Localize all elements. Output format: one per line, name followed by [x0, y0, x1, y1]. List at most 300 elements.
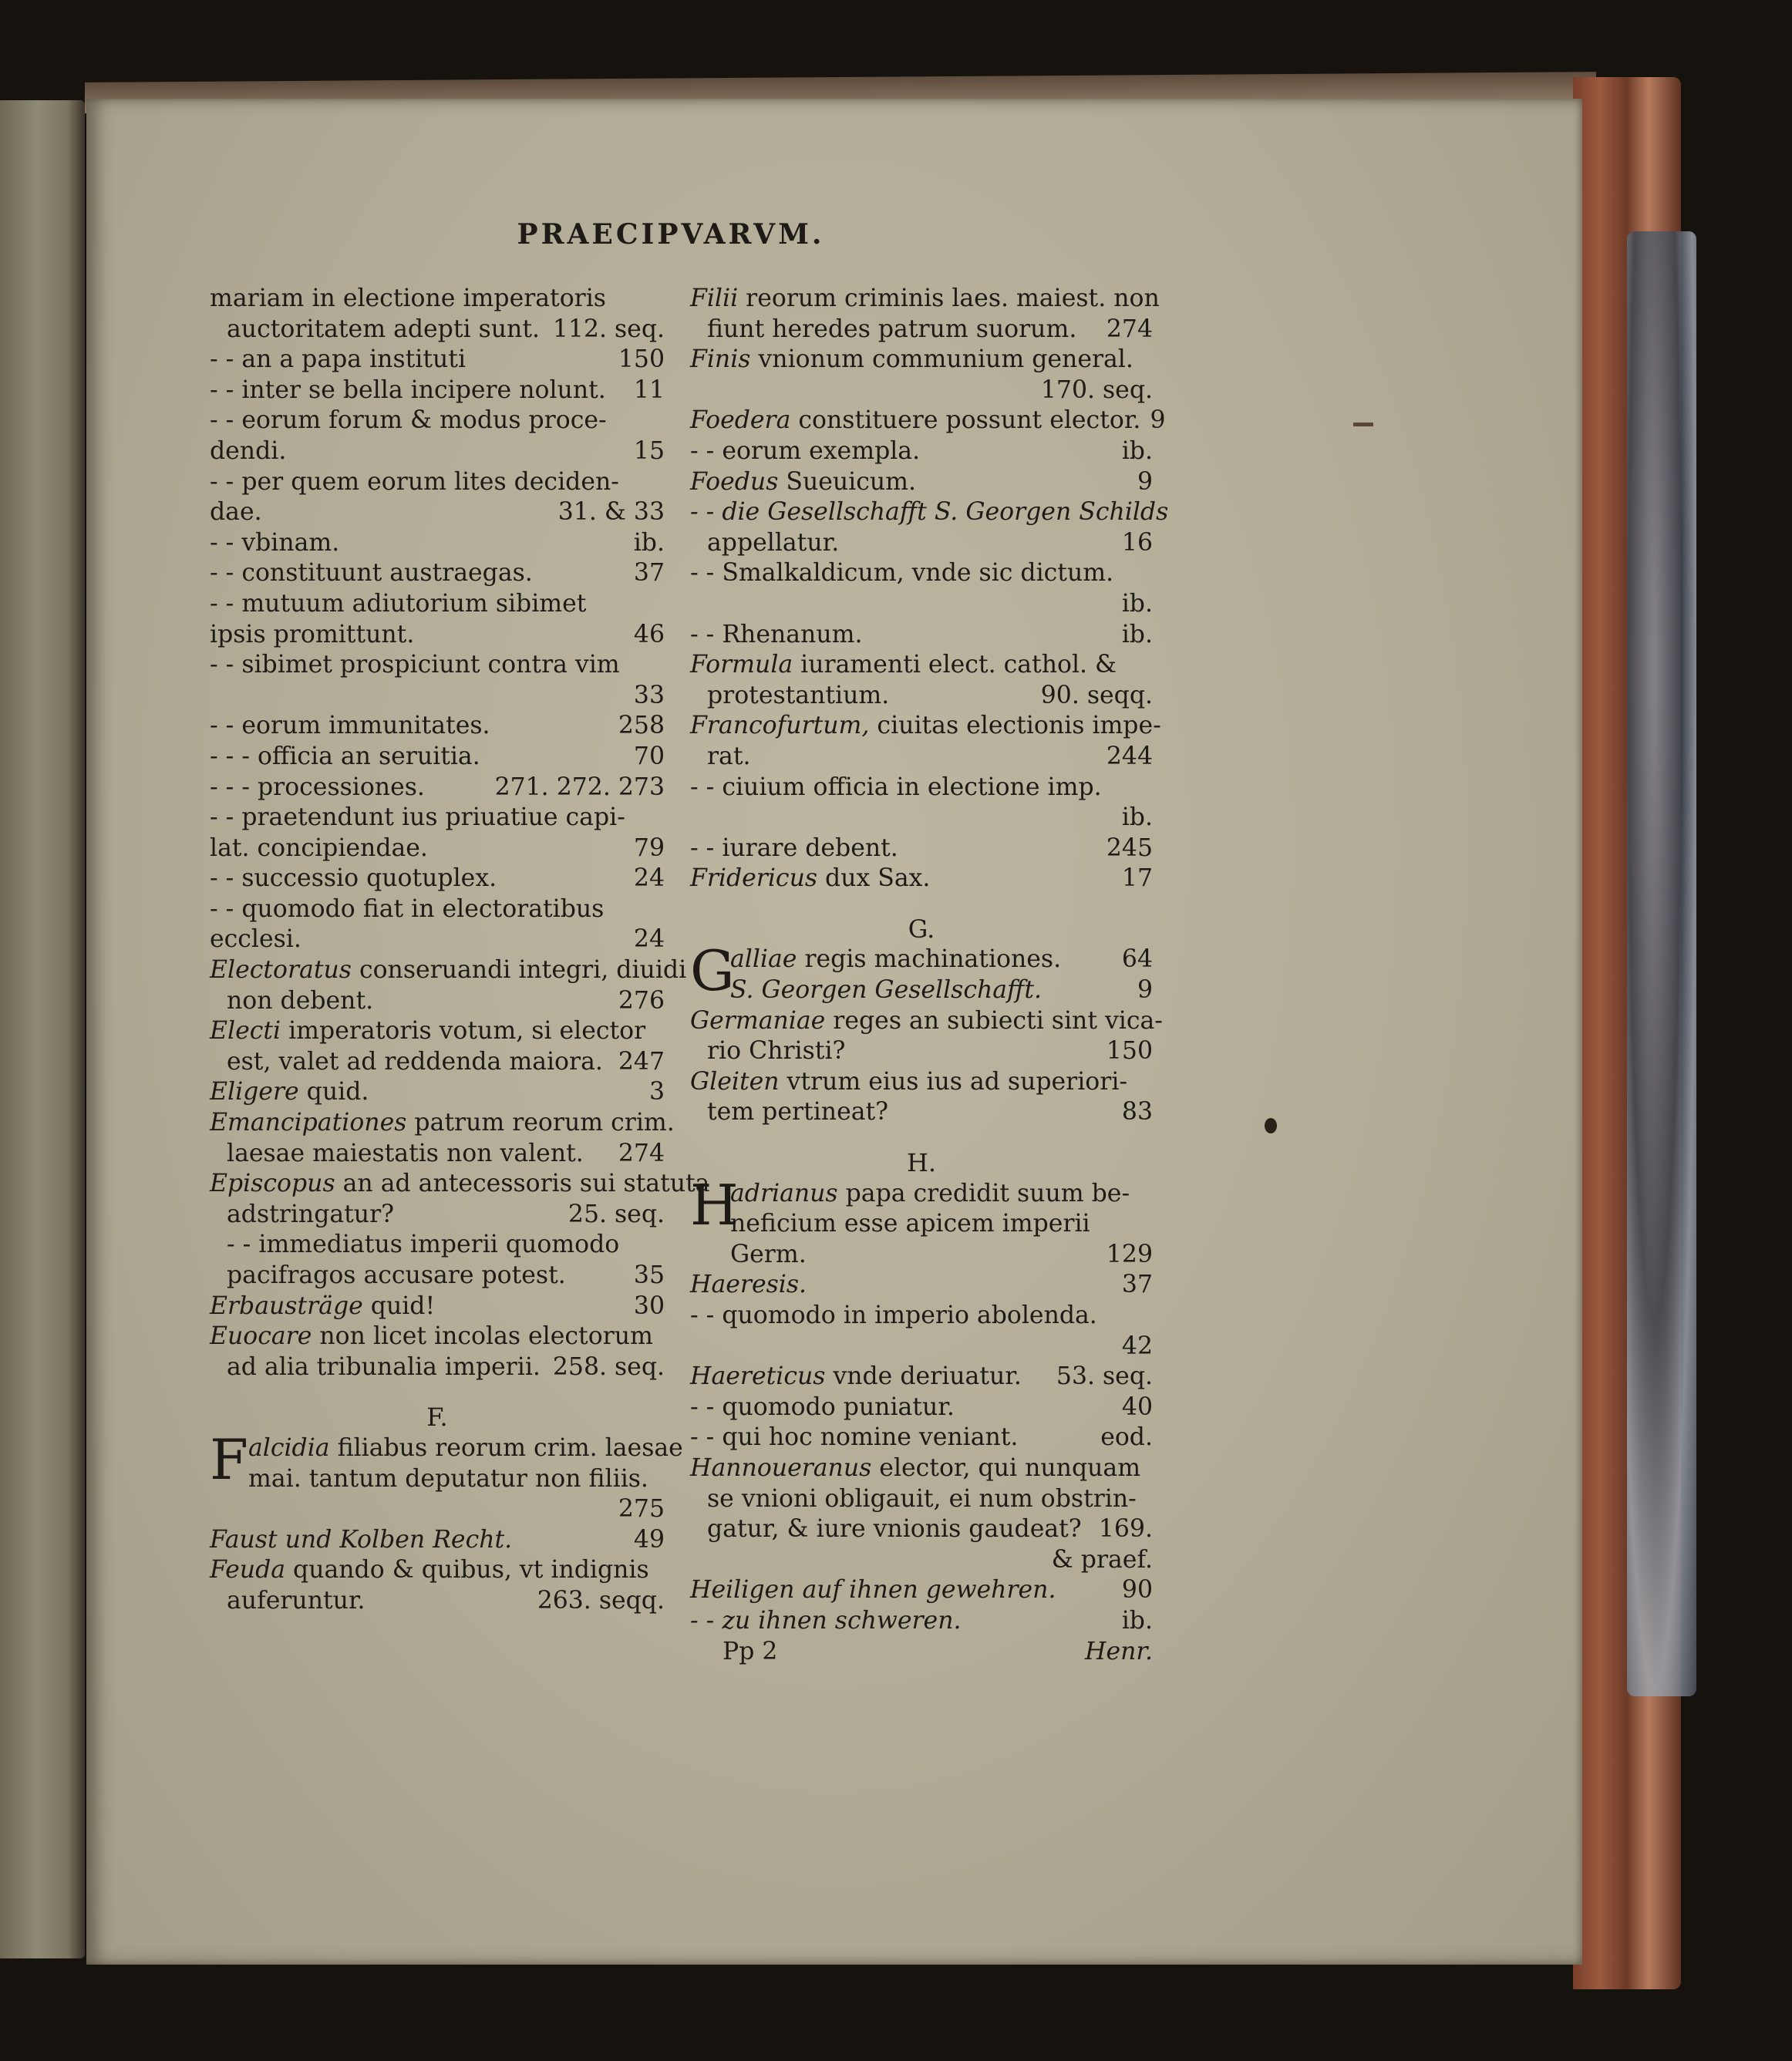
- index-headword: Haereticus: [690, 1362, 826, 1391]
- index-line-text: quid.: [298, 1078, 369, 1106]
- index-headword: alcidia: [248, 1433, 330, 1462]
- index-text: [227, 315, 540, 345]
- index-line-text: dendi.: [210, 436, 287, 465]
- index-text: [227, 1200, 394, 1231]
- index-text: [730, 1240, 807, 1271]
- index-line-text: papa credidit suum be-: [837, 1179, 1130, 1207]
- index-line-text: - - constituunt austraegas.: [210, 559, 533, 588]
- section-gap: [690, 894, 1153, 914]
- index-text: [210, 650, 620, 681]
- page-reference: 276: [618, 986, 665, 1015]
- page-reference: 245: [1106, 833, 1153, 862]
- index-line-text: - - quomodo in imperio abolenda.: [690, 1302, 1097, 1329]
- index-line: [210, 1047, 665, 1078]
- section-letter: F.: [426, 1403, 448, 1433]
- page-reference: ib.: [1121, 436, 1153, 465]
- index-line: [690, 284, 1160, 315]
- index-text: [690, 620, 862, 651]
- page-reference: 42: [1121, 1332, 1153, 1360]
- index-text: [210, 284, 606, 315]
- page-reference: ib.: [633, 528, 665, 557]
- index-line: [210, 558, 665, 589]
- page-reference: eod.: [1100, 1423, 1153, 1452]
- index-line-text: vtrum eius ius ad superiori-: [779, 1067, 1128, 1096]
- index-line: [210, 589, 665, 620]
- index-column-left: [210, 284, 710, 1617]
- index-headword: Gleiten: [690, 1067, 780, 1096]
- index-text: [690, 284, 1160, 315]
- page-reference: ib.: [1121, 803, 1153, 832]
- index-line-text: - - qui hoc nomine veniant.: [690, 1423, 1019, 1452]
- index-line: [690, 620, 1153, 651]
- index-line: [690, 773, 1153, 803]
- page-reference: 11: [633, 375, 665, 404]
- index-line-text: rio Christi?: [707, 1037, 846, 1066]
- page-reference: 83: [1121, 1098, 1153, 1126]
- index-text: [210, 1555, 649, 1586]
- index-line: [210, 1230, 665, 1261]
- index-headword: Foedus: [690, 467, 779, 496]
- index-text: [227, 986, 373, 1017]
- page-reference: 17: [1121, 864, 1153, 893]
- page-reference: 53. seq.: [1056, 1362, 1153, 1391]
- index-line-text: constituere possunt elector.: [790, 406, 1141, 435]
- index-line: [690, 558, 1153, 589]
- index-line: [210, 1525, 665, 1556]
- drop-cap-entry: [690, 1172, 1153, 1271]
- index-text: [210, 833, 428, 864]
- index-line: [210, 1261, 665, 1291]
- index-text: [690, 650, 1117, 681]
- index-line: [690, 315, 1153, 345]
- drop-cap-body: [730, 1179, 1153, 1271]
- index-line-text: reges an subiecti sint vica-: [825, 1006, 1163, 1035]
- index-line-text: auctoritatem adepti sunt.: [227, 315, 540, 343]
- index-line: [210, 1108, 675, 1139]
- index-line: [690, 864, 1153, 894]
- page-reference: 37: [633, 559, 665, 588]
- index-line: [210, 1352, 665, 1383]
- index-line-text: - - - officia an seruitia.: [210, 742, 480, 770]
- page-reference: & praef.: [1051, 1545, 1153, 1574]
- page-reference: 258: [618, 712, 665, 740]
- index-text: [690, 1423, 1018, 1453]
- index-text: [210, 345, 466, 375]
- index-line: [210, 467, 665, 498]
- index-line-text: vnde deriuatur.: [825, 1362, 1022, 1391]
- index-line-text: gatur, & iure vnionis gaudeat?: [707, 1515, 1082, 1544]
- index-text: [690, 773, 1102, 803]
- index-line-text: - - immediatus imperii quomodo: [227, 1231, 620, 1259]
- index-text: [690, 1575, 1056, 1606]
- index-line-text: - - - processiones.: [210, 773, 425, 801]
- page-reference: 40: [1121, 1393, 1153, 1421]
- index-line: [210, 955, 687, 986]
- page-reference: 3: [648, 1078, 665, 1106]
- index-line-text: patrum reorum crim.: [406, 1109, 675, 1137]
- index-line-text: fiunt heredes patrum suorum.: [707, 315, 1077, 343]
- index-text: [210, 436, 286, 467]
- index-line: [690, 1545, 1153, 1576]
- index-line-text: vnionum communium general.: [750, 345, 1133, 374]
- index-text: [210, 864, 497, 894]
- index-line-text: - - die Gesellschafft S. Georgen Schilds: [690, 498, 1169, 527]
- section-letter: H.: [906, 1148, 937, 1178]
- index-text: [210, 1169, 709, 1200]
- index-headword: Episcopus: [210, 1170, 335, 1198]
- index-text: [210, 528, 339, 559]
- index-line-text: ipsis promittunt.: [210, 620, 415, 648]
- page-reference: 90: [1121, 1576, 1153, 1605]
- index-line-text: - - zu ihnen schweren.: [690, 1606, 962, 1635]
- index-text: [210, 773, 425, 803]
- page-reference: ib.: [1121, 1606, 1153, 1635]
- page-reference: 244: [1106, 742, 1153, 770]
- index-line: [690, 1514, 1153, 1545]
- index-line-text: rat.: [707, 742, 751, 770]
- index-line-text: - - per quem eorum lites deciden-: [210, 467, 619, 496]
- index-line: [210, 1291, 665, 1322]
- index-line-text: filiabus reorum crim. laesae: [329, 1433, 683, 1462]
- index-line: [690, 711, 1161, 742]
- index-headword: Francofurtum,: [690, 712, 870, 740]
- index-text: [248, 1464, 648, 1495]
- index-line: [730, 1240, 1153, 1271]
- index-text: [690, 558, 1113, 589]
- index-line-text: dux Sax.: [817, 864, 931, 893]
- index-headword: Foedera: [690, 406, 791, 435]
- index-line: [690, 528, 1153, 559]
- index-text: [210, 1525, 512, 1556]
- index-headword: Electi: [210, 1017, 281, 1046]
- index-headword: Hannoueranus: [690, 1453, 872, 1482]
- index-line-text: ad alia tribunalia imperii.: [227, 1352, 541, 1381]
- page-reference: 271. 272. 273: [494, 773, 665, 801]
- index-line: [210, 620, 665, 651]
- index-text: [227, 1261, 566, 1291]
- index-line-text: quid!: [362, 1291, 436, 1320]
- index-text: [210, 803, 625, 833]
- index-line: [210, 375, 665, 406]
- index-line-text: - - quomodo fiat in electoratibus: [210, 894, 605, 923]
- index-line-text: pacifragos accusare potest.: [227, 1261, 566, 1289]
- index-line: [690, 742, 1153, 773]
- index-line: [210, 650, 665, 681]
- index-line: [690, 345, 1153, 375]
- index-text: [210, 497, 262, 528]
- index-text: [730, 1179, 1130, 1210]
- index-line-text: conseruandi integri, diuidi: [351, 956, 687, 985]
- index-line-text: - - sibimet prospiciunt contra vim: [210, 651, 620, 679]
- index-text: [690, 1606, 962, 1637]
- index-line: [730, 945, 1153, 975]
- index-line: [690, 1067, 1153, 1098]
- index-line: [690, 1036, 1153, 1067]
- index-text: [690, 1006, 1163, 1037]
- index-text: [227, 1139, 584, 1170]
- index-text: [707, 681, 889, 712]
- index-text: [227, 1230, 619, 1261]
- page-reference: 24: [633, 864, 665, 893]
- index-line: [690, 1606, 1153, 1637]
- index-line: [690, 497, 1169, 528]
- index-line-text: mai. tantum deputatur non filiis.: [248, 1464, 648, 1493]
- page-reference: 49: [633, 1525, 665, 1554]
- page-reference: ib.: [1121, 589, 1153, 618]
- index-line-text: dae.: [210, 498, 262, 527]
- index-line: [690, 589, 1153, 620]
- index-text: [690, 1362, 1022, 1393]
- index-line: [690, 1270, 1153, 1301]
- index-line: [210, 345, 665, 375]
- index-line: [248, 1464, 692, 1495]
- index-text: [227, 1047, 603, 1078]
- catchword: Henr.: [1084, 1637, 1153, 1665]
- index-text: [690, 1453, 1140, 1484]
- index-text: [227, 1586, 365, 1617]
- index-line: [248, 1433, 692, 1464]
- page-reference: 258. seq.: [552, 1352, 665, 1381]
- index-text: [210, 1108, 675, 1139]
- index-line: [690, 1453, 1153, 1484]
- index-line: [690, 1006, 1163, 1037]
- index-line: [210, 1555, 665, 1586]
- index-line: [210, 681, 665, 712]
- index-line: [210, 742, 665, 773]
- page-reference: 247: [618, 1047, 665, 1076]
- index-line: [690, 1332, 1153, 1362]
- index-text: [210, 894, 604, 925]
- page-reference: 170. seq.: [1040, 375, 1153, 404]
- index-headword: Faust und Kolben Recht.: [210, 1525, 513, 1554]
- index-line: [210, 864, 665, 894]
- page-reference: 24: [633, 925, 665, 954]
- index-headword: Haeresis.: [690, 1271, 807, 1299]
- index-text: [707, 528, 839, 559]
- index-headword: Formula: [690, 651, 793, 679]
- index-text: [690, 711, 1161, 742]
- index-line-text: regis machinationes.: [797, 945, 1062, 974]
- index-line-text: - - eorum forum & modus proce-: [210, 406, 607, 435]
- index-line: [690, 1301, 1153, 1332]
- marbled-board: [1627, 231, 1696, 1696]
- index-text: [707, 1036, 845, 1067]
- index-headword: Feuda: [210, 1556, 286, 1584]
- index-line: [690, 1484, 1153, 1515]
- index-line: [690, 681, 1153, 712]
- index-headword: Finis: [690, 345, 751, 374]
- index-line: [690, 1393, 1153, 1423]
- facing-page-edge: [0, 100, 85, 1958]
- index-line-text: - - ciuium officia in electione imp.: [690, 773, 1102, 801]
- index-headword: Electoratus: [210, 956, 352, 985]
- index-line-text: tem pertineat?: [707, 1098, 889, 1126]
- ink-stain: [1265, 1118, 1277, 1133]
- index-line: [210, 284, 665, 315]
- drop-cap-entry: [690, 938, 1153, 1005]
- index-headword: Emancipationes: [210, 1109, 407, 1137]
- index-text: [210, 924, 301, 955]
- index-text: [227, 1352, 541, 1383]
- section-gap: [690, 1128, 1153, 1148]
- index-line: [690, 1575, 1153, 1606]
- index-text: [210, 467, 619, 498]
- page-reference: 31. & 33: [557, 498, 665, 527]
- page-reference: 150: [1106, 1037, 1153, 1066]
- index-line-text: - - inter se bella incipere nolunt.: [210, 375, 606, 404]
- index-text: [210, 1322, 653, 1352]
- page-reference: 274: [618, 1139, 665, 1167]
- index-headword: Heiligen auf ihnen gewehren.: [690, 1576, 1056, 1605]
- index-line: [210, 497, 665, 528]
- index-line-text: - - an a papa instituti: [210, 345, 467, 374]
- index-text: [248, 1433, 683, 1464]
- index-line: [210, 528, 665, 559]
- index-line-text: - - quomodo puniatur.: [690, 1393, 955, 1421]
- index-line-text: quando & quibus, vt indignis: [285, 1556, 649, 1584]
- page-reference: 274: [1106, 315, 1153, 343]
- index-line-text: se vnioni obligauit, ei num obstrin-: [707, 1484, 1137, 1513]
- index-text: [210, 589, 586, 620]
- page-reference: 70: [633, 742, 665, 770]
- index-text: [210, 1016, 645, 1047]
- index-line-text: non licet incolas electorum: [312, 1322, 653, 1351]
- index-text: [210, 1077, 369, 1108]
- page-footer: [690, 1637, 1153, 1668]
- drop-cap: H: [690, 1172, 739, 1238]
- index-line-text: - - successio quotuplex.: [210, 864, 497, 893]
- index-line: [690, 1362, 1153, 1393]
- index-line: [210, 924, 665, 955]
- page-reference: 90. seqq.: [1040, 681, 1153, 709]
- index-text: [707, 1097, 888, 1128]
- page-reference: 9: [1137, 467, 1153, 496]
- index-line: [210, 1586, 665, 1617]
- index-line-text: ecclesi.: [210, 925, 301, 954]
- index-line-text: ciuitas electionis impe-: [869, 712, 1161, 740]
- index-text: [210, 742, 480, 773]
- index-line: [210, 1139, 665, 1170]
- index-line-text: - - eorum exempla.: [690, 436, 921, 465]
- index-line-text: protestantium.: [707, 681, 890, 709]
- index-text: [210, 406, 607, 436]
- index-line-text: - - praetendunt ius priuatiue capi-: [210, 803, 625, 832]
- page-reference: 150: [618, 345, 665, 374]
- index-line-text: an ad antecessoris sui statuta: [335, 1170, 710, 1198]
- index-text: [690, 345, 1133, 375]
- page-reference: 79: [633, 833, 665, 862]
- index-headword: adrianus: [730, 1179, 838, 1207]
- page-reference: 46: [633, 620, 665, 648]
- index-text: [730, 945, 1061, 975]
- page-reference: 263. seqq.: [537, 1586, 665, 1615]
- index-text: [690, 1393, 955, 1423]
- index-text: [690, 406, 1140, 436]
- index-headword: Eligere: [210, 1078, 299, 1106]
- index-text: [210, 620, 414, 651]
- index-line: [690, 803, 1153, 833]
- index-line: [210, 773, 665, 803]
- page-reference: 169.: [1098, 1515, 1153, 1544]
- page-reference: 112. seq.: [552, 315, 665, 343]
- index-line: [210, 1169, 710, 1200]
- index-headword: Germaniae: [690, 1006, 826, 1035]
- index-line-text: imperatoris votum, si elector: [281, 1017, 646, 1046]
- signature-mark: Pp 2: [723, 1637, 778, 1665]
- index-line-text: adstringatur?: [227, 1200, 395, 1228]
- page-reference: 275: [618, 1495, 665, 1524]
- index-line-text: - - iurare debent.: [690, 833, 898, 862]
- index-headword: alliae: [730, 945, 797, 974]
- page-reference: 37: [1121, 1271, 1153, 1299]
- index-line: [690, 375, 1153, 406]
- index-line-text: lat. concipiendae.: [210, 833, 428, 862]
- index-line: [210, 803, 665, 833]
- drop-cap-body: [730, 945, 1153, 1005]
- index-headword: Erbausträge: [210, 1291, 363, 1320]
- page-reference: 64: [1121, 945, 1153, 974]
- index-line: [730, 1179, 1153, 1210]
- index-line-text: appellatur.: [707, 528, 840, 557]
- page-reference: 129: [1106, 1240, 1153, 1268]
- index-line: [730, 1209, 1153, 1240]
- index-line-text: est, valet ad reddenda maiora.: [227, 1047, 603, 1076]
- index-headword: Euocare: [210, 1322, 312, 1351]
- drop-cap: G: [690, 938, 735, 1004]
- index-line-text: reorum criminis laes. maiest. non: [738, 285, 1160, 312]
- index-text: [707, 315, 1076, 345]
- index-line-text: auferuntur.: [227, 1586, 365, 1615]
- index-line-text: mariam in electione imperatoris: [210, 285, 606, 312]
- index-line-text: iuramenti elect. cathol. &: [793, 651, 1117, 679]
- page-reference: 9: [1137, 976, 1153, 1005]
- page-reference: 16: [1121, 528, 1153, 557]
- index-text: [210, 711, 490, 742]
- index-column-right: [690, 284, 1169, 1667]
- page-reference: 33: [633, 681, 665, 709]
- index-line: [210, 894, 665, 925]
- index-line: [690, 1423, 1153, 1453]
- index-line-text: - - Smalkaldicum, vnde sic dictum.: [690, 559, 1114, 588]
- index-text: [690, 833, 898, 864]
- index-line-text: Germ.: [730, 1240, 807, 1268]
- index-line: [210, 315, 665, 345]
- drop-cap-body: [248, 1433, 692, 1494]
- index-text: [210, 1291, 435, 1322]
- index-line: [730, 975, 1153, 1006]
- index-text: [730, 975, 1042, 1006]
- index-line-text: S. Georgen Gesellschafft.: [730, 976, 1043, 1005]
- index-line: [210, 986, 665, 1017]
- index-text: [210, 558, 533, 589]
- index-line: [690, 467, 1153, 498]
- index-line: [210, 1077, 665, 1108]
- index-text: [690, 1067, 1127, 1098]
- index-text: [690, 1270, 807, 1301]
- index-headword: Filii: [690, 285, 739, 312]
- index-headword: Fridericus: [690, 864, 818, 893]
- index-line-text: elector, qui nunquam: [871, 1453, 1141, 1482]
- index-line-text: Sueuicum.: [778, 467, 917, 496]
- index-line: [690, 1097, 1153, 1128]
- index-line-text: - - mutuum adiutorium sibimet: [210, 589, 587, 618]
- index-text: [707, 1514, 1082, 1545]
- index-line: [210, 833, 665, 864]
- index-text: [690, 436, 920, 467]
- index-line: [210, 711, 665, 742]
- index-text: [730, 1209, 1090, 1240]
- index-line-text: laesae maiestatis non valent.: [227, 1139, 584, 1167]
